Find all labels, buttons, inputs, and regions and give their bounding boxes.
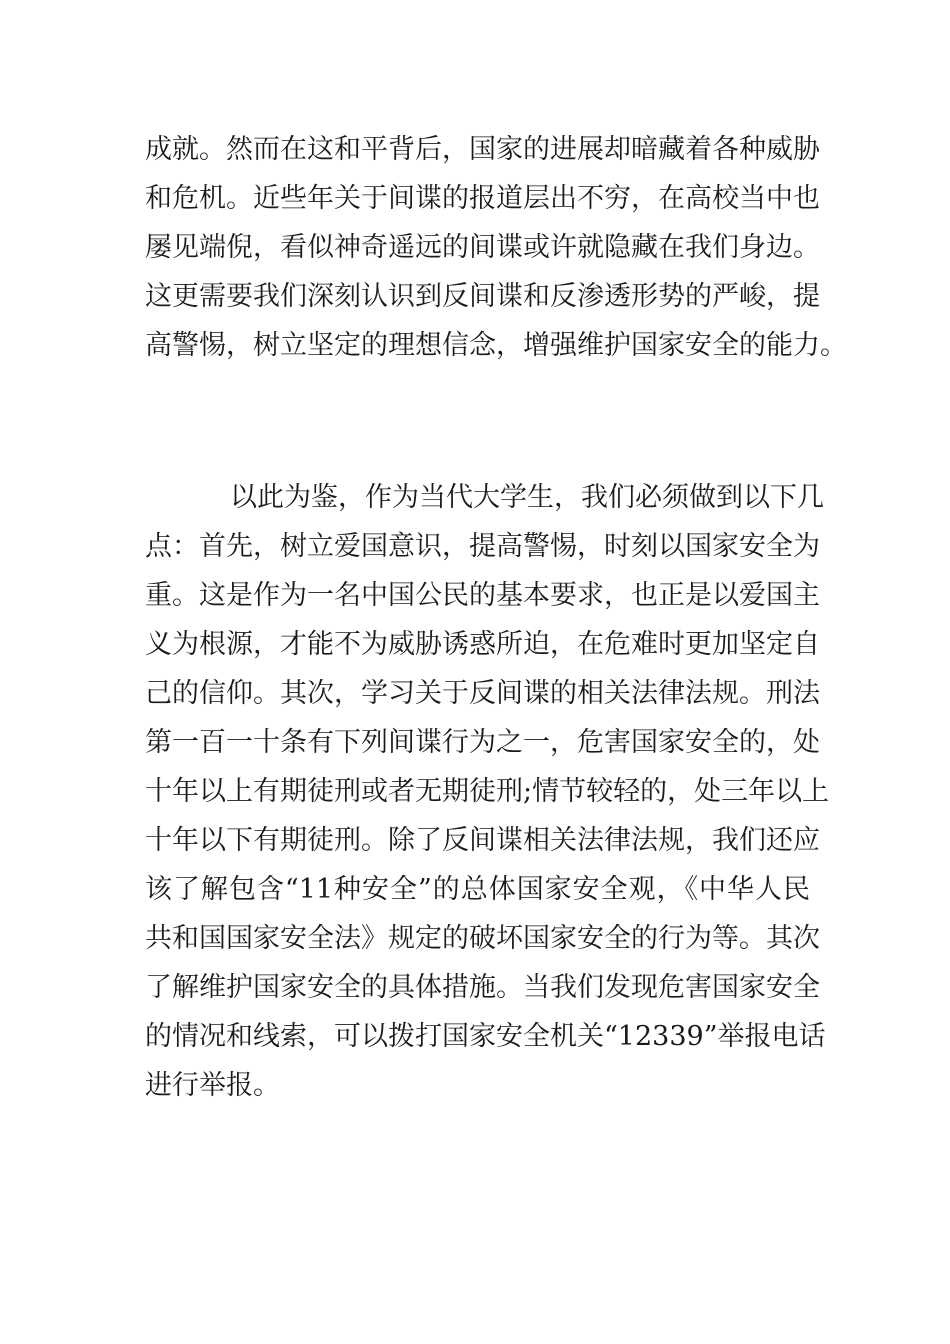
paragraph-line: 成就。然而在这和平背后，国家的进展却暗藏着各种威胁 [145,134,820,165]
paragraph-line: 十年以下有期徒刑。除了反间谍相关法律法规，我们还应 [145,825,820,856]
paragraph-line: 的情况和线索，可以拨打国家安全机关“12339”举报电话 [145,1021,826,1052]
paragraph-line: 和危机。近些年关于间谍的报道层出不穷，在高校当中也 [145,183,820,214]
paragraph-line: 高警惕，树立坚定的理想信念，增强维护国家安全的能力。 [145,330,847,361]
paragraph-line: 这更需要我们深刻认识到反间谍和反渗透形势的严峻，提 [145,281,820,312]
paragraph-line: 屡见端倪，看似神奇遥远的间谍或许就隐藏在我们身边。 [145,232,820,263]
paragraph-line: 进行举报。 [145,1070,280,1101]
paragraph-line: 义为根源，才能不为威胁诱惑所迫，在危难时更加坚定自 [145,629,820,660]
paragraph-line: 共和国国家安全法》规定的破坏国家安全的行为等。其次 [145,923,820,954]
paragraph-line: 点：首先，树立爱国意识，提高警惕，时刻以国家安全为 [145,531,820,562]
paragraph-line: 重。这是作为一名中国公民的基本要求，也正是以爱国主 [145,580,820,611]
paragraph-line: 了解维护国家安全的具体措施。当我们发现危害国家安全 [145,972,820,1003]
paragraph-line: 十年以上有期徒刑或者无期徒刑;情节较轻的，处三年以上 [145,776,830,807]
paragraph-line: 该了解包含“11种安全”的总体国家安全观，《中华人民 [145,874,810,905]
paragraph-line: 第一百一十条有下列间谍行为之一，危害国家安全的，处 [145,727,820,758]
paragraph-line: 己的信仰。其次，学习关于反间谍的相关法律法规。刑法 [145,678,820,709]
paragraph-line: 以此为鉴，作为当代大学生，我们必须做到以下几 [230,482,824,513]
